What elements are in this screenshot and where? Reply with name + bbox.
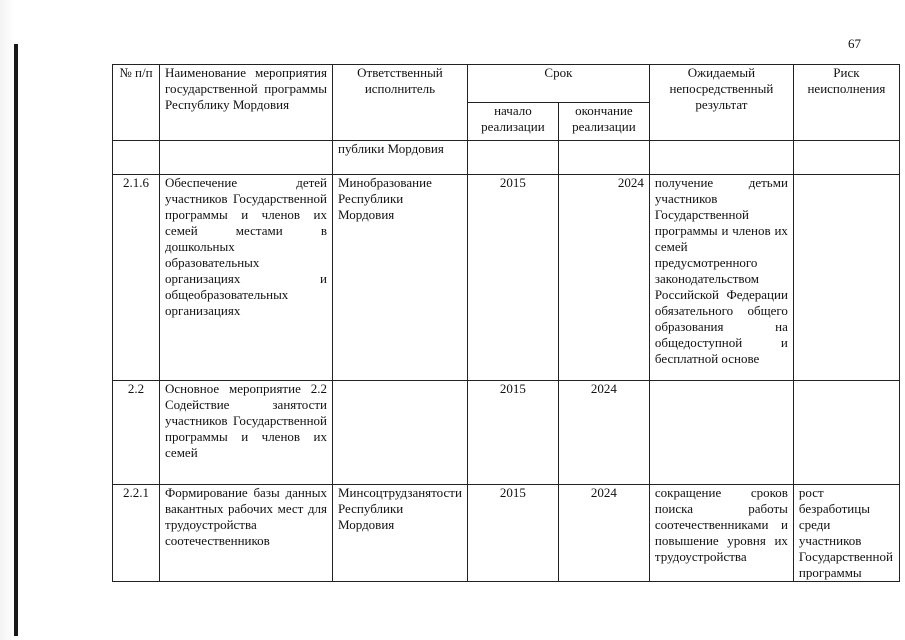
cell-responsible: Минсоцтрудзанятости Республики Мордовия [333, 485, 468, 582]
cell-start: 2015 [467, 175, 558, 381]
header-term: Срок [467, 65, 649, 103]
cell-name [160, 141, 333, 175]
cell-start: 2015 [467, 381, 558, 485]
table-row [113, 141, 900, 175]
header-name: Наименование мероприятия государственной программы Республику Мордовия [160, 65, 333, 141]
page-number: 67 [848, 36, 861, 51]
cell-num: 2.2 [113, 381, 160, 485]
scan-left-mark [14, 44, 18, 636]
cell-start [467, 141, 558, 175]
header-end: окончание реализации [558, 103, 649, 141]
cell-start: 2015 [467, 485, 558, 582]
cell-num: 2.2.1 [113, 485, 160, 582]
cell-risk: рост безработицы среди участников Государственной программы [793, 485, 899, 582]
cell-risk [793, 381, 899, 485]
cell-result: сокращение сроков поиска работы соотечественниками и повышение уровня их трудоустройства [649, 485, 793, 582]
cell-end: 2024 [558, 381, 649, 485]
header-row-1 [113, 65, 900, 103]
measures-table [112, 64, 900, 582]
cell-name: Основное мероприятие 2.2 Содействие занятости участников Государственной программы и членов их семей [160, 381, 333, 485]
cell-end: 2024 [558, 175, 649, 381]
cell-result [649, 381, 793, 485]
cell-risk [793, 175, 899, 381]
cell-name: Формирование базы данных вакантных рабочих мест для трудоустройства соотечественников [160, 485, 333, 582]
header-risk: Риск неисполнения [793, 65, 899, 141]
header-start: начало реализации [467, 103, 558, 141]
cell-result: получение детьми участников Государственной программы и членов их семей предусмотренного законодательством Российской Федерации обязательного общего образования на общедоступной и бесплатной основе [649, 175, 793, 381]
cell-end: 2024 [558, 485, 649, 582]
scan-edge [0, 0, 14, 640]
cell-end [558, 141, 649, 175]
cell-result [649, 141, 793, 175]
cell-responsible [333, 381, 468, 485]
cell-responsible: Минобразование Республики Мордовия [333, 175, 468, 381]
cell-num: 2.1.6 [113, 175, 160, 381]
header-num: № п/п [113, 65, 160, 141]
table-row [113, 485, 900, 582]
cell-num [113, 141, 160, 175]
cell-risk [793, 141, 899, 175]
table-row [113, 175, 900, 381]
table-row [113, 381, 900, 485]
header-result: Ожидаемый непосредственный результат [649, 65, 793, 141]
cell-name: Обеспечение детей участников Государственной программы и членов их семей местами в дошкольных образовательных организациях и общеобразовательных организациях [160, 175, 333, 381]
cell-responsible: публики Мордовия [333, 141, 468, 175]
header-responsible: Ответственный исполнитель [333, 65, 468, 141]
